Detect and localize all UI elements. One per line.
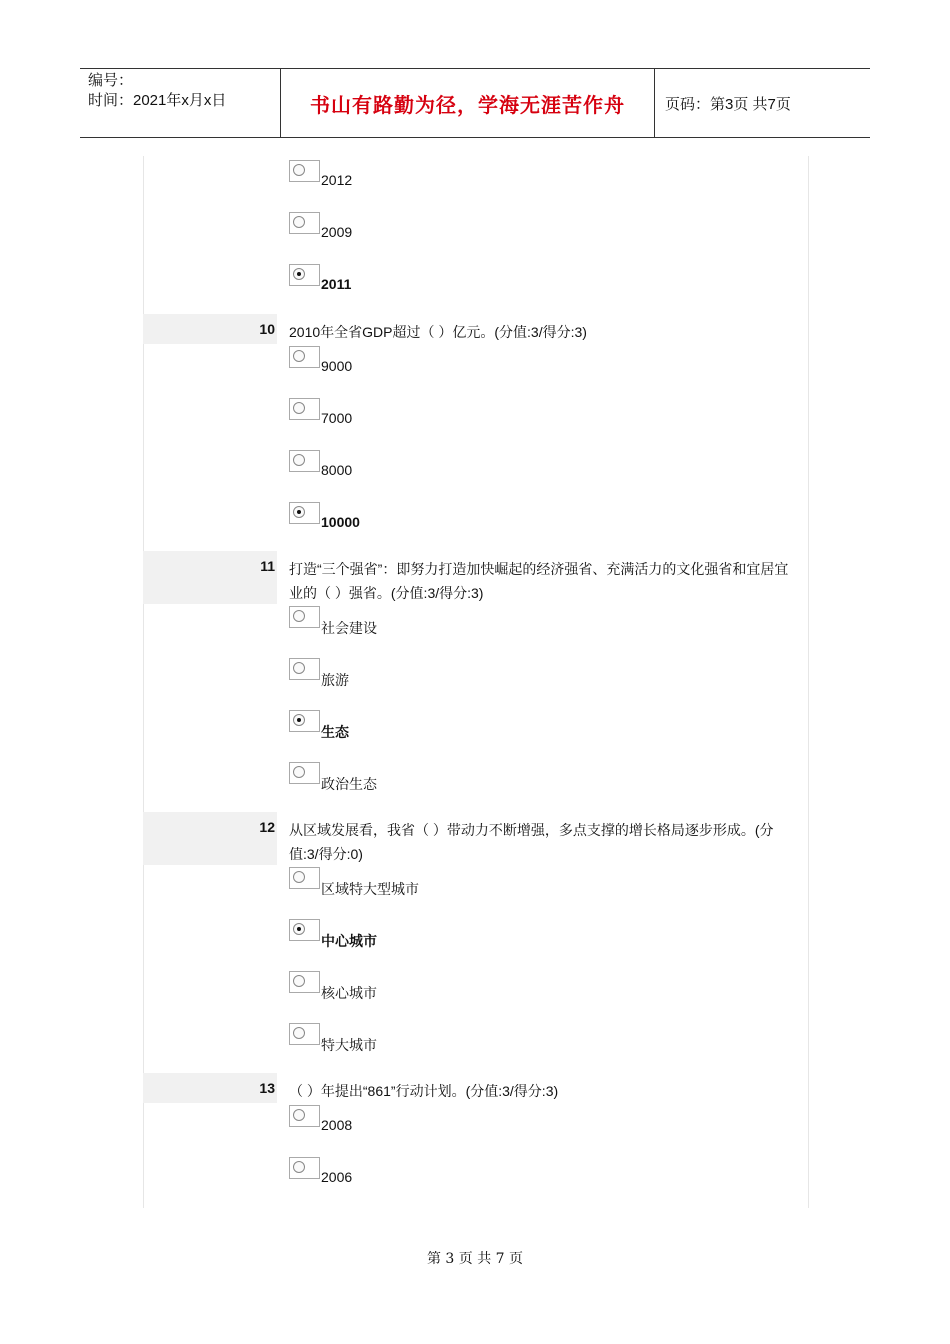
option-row[interactable] xyxy=(143,398,807,450)
header-meta xyxy=(80,69,281,137)
option-row[interactable] xyxy=(143,710,807,762)
radio-button[interactable] xyxy=(289,160,320,182)
header-motto: 书山有路勤为径，学海无涯苦作舟 xyxy=(281,69,655,137)
radio-button[interactable] xyxy=(289,971,320,993)
question-number: 13 xyxy=(143,1073,277,1103)
radio-button-selected[interactable] xyxy=(289,919,320,941)
radio-button-selected[interactable] xyxy=(289,264,320,286)
option-row[interactable] xyxy=(143,262,807,314)
question-text: 2010年全省GDP超过（ ）亿元。(分值:3/得分:3) xyxy=(289,324,587,340)
radio-button[interactable] xyxy=(289,1105,320,1127)
radio-button-selected[interactable] xyxy=(289,710,320,732)
option-label: 8000 xyxy=(321,462,353,478)
time-label: 时间：2021年x月x日 xyxy=(88,92,227,109)
option-label: 2006 xyxy=(321,1169,353,1185)
option-row[interactable] xyxy=(143,867,807,919)
radio-button[interactable] xyxy=(289,867,320,889)
option-label: 生态 xyxy=(321,724,349,740)
question-header xyxy=(143,551,807,604)
option-label: 7000 xyxy=(321,410,353,426)
question-number: 11 xyxy=(143,551,277,604)
option-label: 2009 xyxy=(321,224,353,240)
page-footer: 第 3 页 共 7 页 xyxy=(426,1251,524,1267)
option-label: 旅游 xyxy=(321,672,349,688)
radio-button[interactable] xyxy=(289,398,320,420)
radio-button-selected[interactable] xyxy=(289,502,320,524)
option-row[interactable] xyxy=(143,658,807,710)
option-row[interactable] xyxy=(143,1023,807,1075)
question-header xyxy=(143,812,807,865)
option-label: 2008 xyxy=(321,1117,353,1133)
question-block xyxy=(143,812,807,1075)
option-row[interactable] xyxy=(143,502,807,554)
question-text: （ ）年提出“861”行动计划。(分值:3/得分:3) xyxy=(289,1083,559,1099)
option-row[interactable] xyxy=(143,1157,807,1209)
question-block xyxy=(143,314,807,554)
header-page-label: 页码：第3页 共7页 xyxy=(665,95,791,113)
option-row[interactable] xyxy=(143,210,807,262)
radio-button[interactable] xyxy=(289,658,320,680)
radio-button[interactable] xyxy=(289,450,320,472)
question-block xyxy=(143,551,807,814)
question-number: 12 xyxy=(143,812,277,865)
radio-button[interactable] xyxy=(289,762,320,784)
option-row[interactable] xyxy=(143,606,807,658)
option-label: 9000 xyxy=(321,358,353,374)
radio-button[interactable] xyxy=(289,212,320,234)
question-header xyxy=(143,1073,807,1103)
option-row[interactable] xyxy=(143,158,807,210)
option-label: 核心城市 xyxy=(321,985,377,1001)
question-text: 从区域发展看，我省（ ）带动力不断增强，多点支撑的增长格局逐步形成。(分值:3/得分:0) xyxy=(289,822,774,862)
page-header xyxy=(80,68,870,138)
option-row[interactable] xyxy=(143,1105,807,1157)
radio-button[interactable] xyxy=(289,346,320,368)
question-header xyxy=(143,314,807,344)
option-label: 2011 xyxy=(321,276,352,292)
option-label: 社会建设 xyxy=(321,620,377,636)
option-row[interactable] xyxy=(143,762,807,814)
option-label: 10000 xyxy=(321,514,360,530)
question-text: 打造“三个强省”：即努力打造加快崛起的经济强省、充满活力的文化强省和宜居宜业的（ ）强省。(分值:3/得分:3) xyxy=(289,561,789,601)
continued-options xyxy=(143,158,807,314)
option-label: 中心城市 xyxy=(321,933,377,949)
radio-button[interactable] xyxy=(289,1157,320,1179)
option-label: 政治生态 xyxy=(321,776,377,792)
option-row[interactable] xyxy=(143,971,807,1023)
radio-button[interactable] xyxy=(289,1023,320,1045)
option-row[interactable] xyxy=(143,346,807,398)
number-label: 编号： xyxy=(88,72,134,89)
question-number: 10 xyxy=(143,314,277,344)
option-label: 2012 xyxy=(321,172,353,188)
option-row[interactable] xyxy=(143,919,807,971)
radio-button[interactable] xyxy=(289,606,320,628)
option-row[interactable] xyxy=(143,450,807,502)
option-label: 特大城市 xyxy=(321,1037,377,1053)
option-label: 区域特大型城市 xyxy=(321,881,419,897)
question-block xyxy=(143,1073,807,1209)
